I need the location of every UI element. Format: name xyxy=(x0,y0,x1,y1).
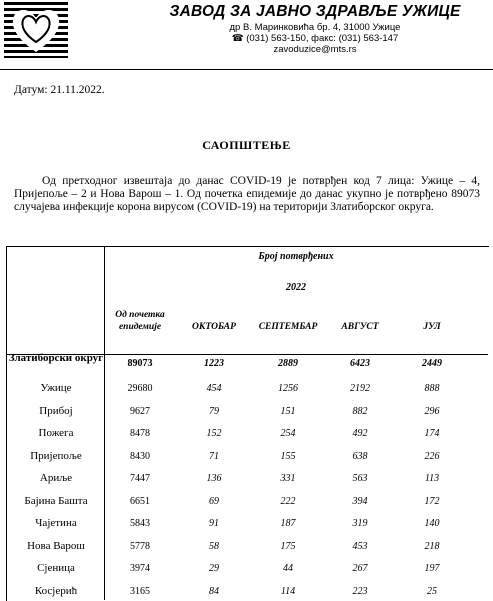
table-year: 2022 xyxy=(286,282,306,293)
table-cell: 394 xyxy=(352,495,368,507)
table-cell: 3974 xyxy=(130,563,150,574)
header-rule xyxy=(0,69,493,70)
row-label: Прибој xyxy=(39,404,73,417)
table-cell: 197 xyxy=(424,563,440,574)
total-october: 1223 xyxy=(204,358,224,369)
table-cell: 223 xyxy=(352,585,368,597)
table-cell: 453 xyxy=(352,540,368,552)
table-cell: 140 xyxy=(424,518,440,529)
row-label: Пожега xyxy=(38,427,74,439)
row-label: Чајетина xyxy=(35,517,77,529)
col-head-july: ЈУЛ xyxy=(423,322,441,332)
table-cell: 9627 xyxy=(130,405,150,417)
institution-name: ЗАВОД ЗА ЈАВНО ЗДРАВЉЕ УЖИЦЕ xyxy=(169,3,461,20)
table-cell: 7447 xyxy=(130,473,150,484)
table-cell: 254 xyxy=(280,428,296,439)
document-title: САОПШТЕЊЕ xyxy=(202,138,291,152)
row-label: Пријепоље xyxy=(30,449,82,462)
table-cell: 136 xyxy=(206,473,222,484)
table-caption: Број потврђених xyxy=(258,251,334,262)
table-cell: 114 xyxy=(280,585,296,597)
table-cell: 888 xyxy=(424,383,440,394)
table-cell: 454 xyxy=(206,383,222,394)
address: др В. Маринковића бр. 4, 31000 Ужице xyxy=(229,22,401,33)
announcement-paragraph: Од претходног извештаја до данас COVID-19 је потврђен код 7 лица: Ужице – 4, Пријепоље – 2 и Нова Варош – 1. Од почетка епидемије до данас укупно је потврђено 89073 случајева инфекције корона вирусом (COVID-19) на територији Златиборског округа. xyxy=(14,175,480,213)
total-august: 6423 xyxy=(350,358,370,369)
table-cell: 5843 xyxy=(130,518,150,529)
telephone-icon: ☎ xyxy=(231,33,244,44)
table-cell: 218 xyxy=(424,540,440,552)
table-cell: 222 xyxy=(280,495,296,507)
col-head-since-start: Од почетка епидемије xyxy=(115,310,165,332)
table-cell: 151 xyxy=(280,405,296,417)
row-label: Сјеница xyxy=(37,562,75,574)
table-cell: 187 xyxy=(280,518,296,529)
table-cell: 25 xyxy=(427,585,437,597)
phone-line xyxy=(150,33,480,44)
table-cell: 44 xyxy=(283,563,293,574)
col-head-october: ОКТОБАР xyxy=(192,322,236,332)
table-cell: 296 xyxy=(424,405,440,417)
col-head-august: АВГУСТ xyxy=(341,322,379,332)
table-cell: 492 xyxy=(352,428,368,439)
table-cell: 319 xyxy=(352,518,368,529)
table-cell: 563 xyxy=(352,473,368,484)
institute-logo xyxy=(4,2,68,58)
table-divider xyxy=(104,246,105,600)
table-cell: 8478 xyxy=(130,428,150,439)
table-cell: 152 xyxy=(206,428,222,439)
table-cell: 6651 xyxy=(130,495,150,507)
row-label: Ариље xyxy=(39,472,73,484)
email: zavoduzice@mts.rs xyxy=(273,44,357,55)
table-cell: 113 xyxy=(424,473,440,484)
table-cell: 3165 xyxy=(130,585,150,597)
table-cell: 5778 xyxy=(130,540,150,552)
table-cell: 29 xyxy=(209,563,219,574)
table-cell: 175 xyxy=(280,540,296,552)
letterhead xyxy=(0,0,493,78)
table-cell: 79 xyxy=(209,405,219,417)
table-cell: 8430 xyxy=(130,450,150,462)
table-cell: 71 xyxy=(209,450,219,462)
total-row-label: Златиборски округ xyxy=(8,352,104,364)
table-cell: 638 xyxy=(352,450,368,462)
table-cell: 84 xyxy=(209,585,219,597)
total-since-start: 89073 xyxy=(127,358,153,369)
table-cell: 226 xyxy=(424,450,440,462)
table-cell: 267 xyxy=(352,563,368,574)
total-september: 2889 xyxy=(278,358,298,369)
table-cell: 29680 xyxy=(127,383,153,394)
table-cell: 2192 xyxy=(350,383,370,394)
col-head-september: СЕПТЕМБАР xyxy=(258,322,318,332)
row-label: Ужице xyxy=(40,382,72,394)
row-label: Нова Варош xyxy=(27,539,85,552)
table-cell: 174 xyxy=(424,428,440,439)
row-label: Бајина Башта xyxy=(24,494,88,507)
phone-fax: (031) 563-150, факс: (031) 563-147 xyxy=(246,33,399,44)
table-cell: 69 xyxy=(209,495,219,507)
table-cell: 91 xyxy=(209,518,219,529)
table-cell: 331 xyxy=(280,473,296,484)
table-cell: 1256 xyxy=(278,383,298,394)
table-cell: 155 xyxy=(280,450,296,462)
document-date: Датум: 21.11.2022. xyxy=(14,84,105,96)
table-cell: 58 xyxy=(209,540,219,552)
table-cell: 882 xyxy=(352,405,368,417)
table-cell: 172 xyxy=(424,495,440,507)
row-label: Косјерић xyxy=(34,584,78,597)
total-july: 2449 xyxy=(422,358,442,369)
